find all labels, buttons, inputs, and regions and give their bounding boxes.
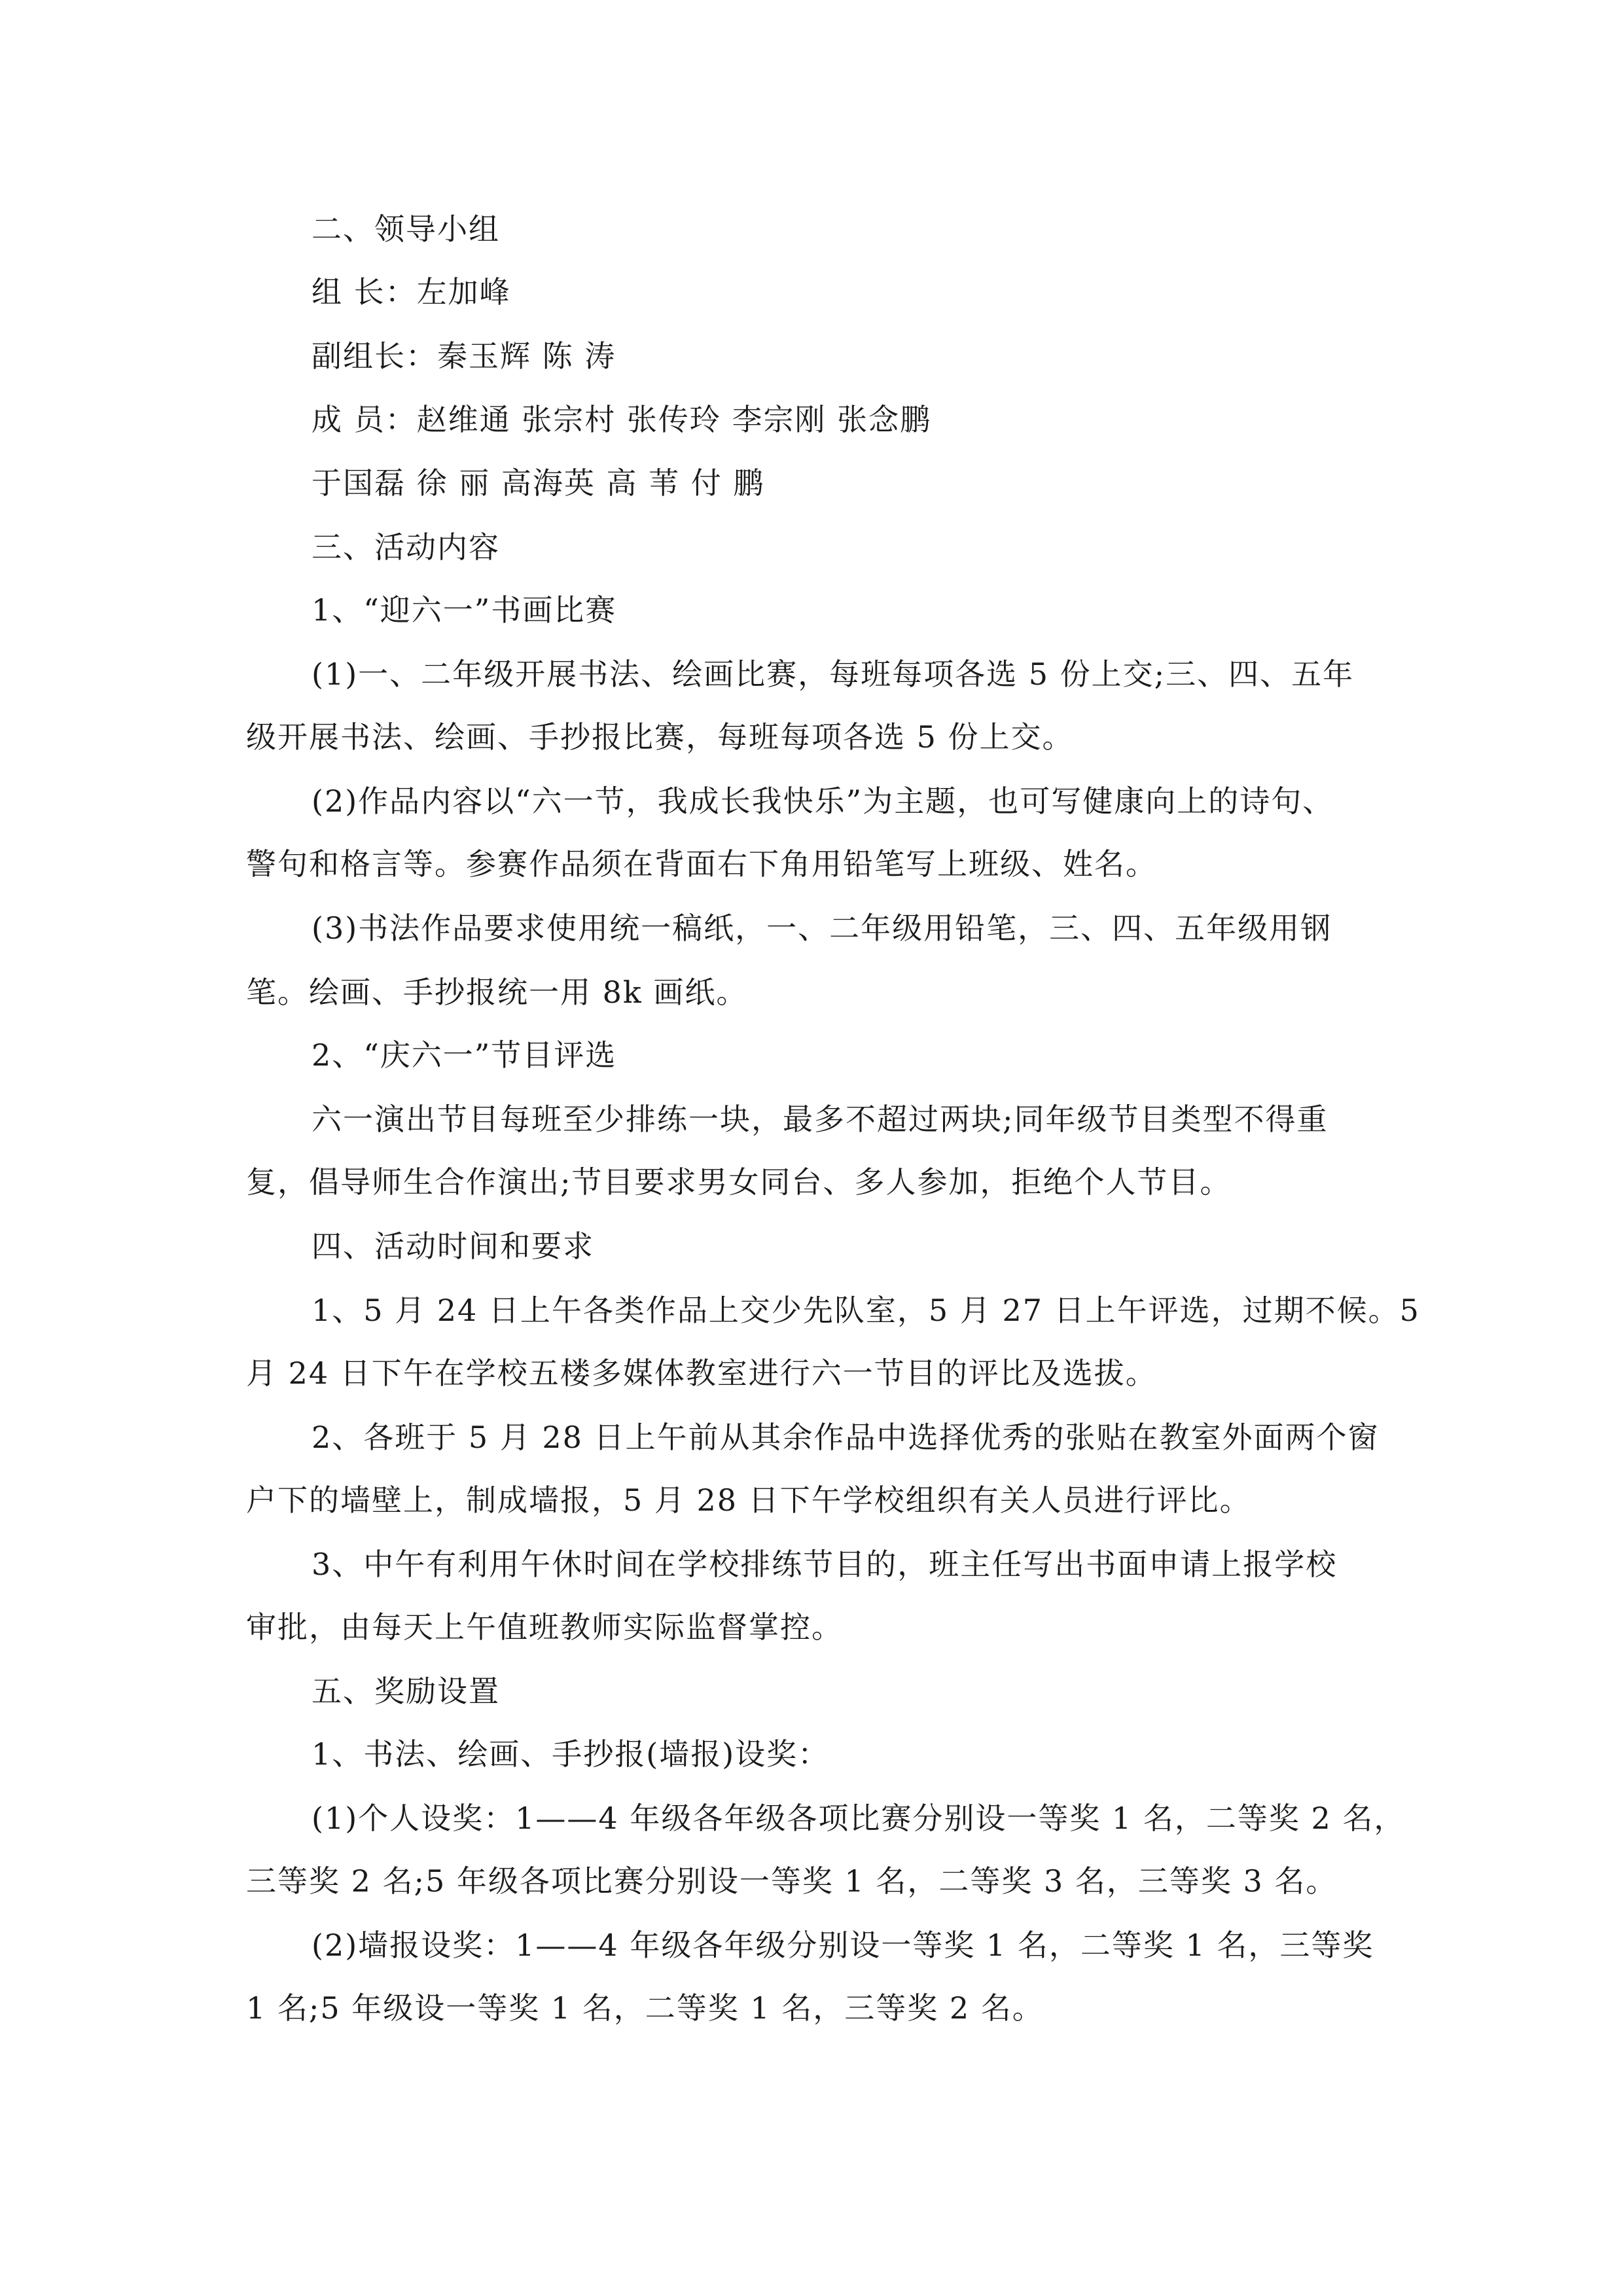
paragraph-line: 级开展书法、绘画、手抄报比赛，每班每项各选 5 份上交。 xyxy=(246,719,1074,755)
paragraph-line: 审批，由每天上午值班教师实际监督掌控。 xyxy=(246,1609,843,1645)
section-heading-awards: 五、奖励设置 xyxy=(312,1674,500,1709)
paragraph-line: 笔。绘画、手抄报统一用 8k 画纸。 xyxy=(246,975,748,1010)
paragraph-line: 2、各班于 5 月 28 日上午前从其余作品中选择优秀的张贴在教室外面两个窗 xyxy=(312,1420,1380,1455)
paragraph-line: 六一演出节目每班至少排练一块，最多不超过两块;同年级节目类型不得重 xyxy=(312,1102,1329,1137)
paragraph-line: (1)个人设奖：1——4 年级各年级各项比赛分别设一等奖 1 名，二等奖 2 名， xyxy=(312,1801,1406,1836)
subheading-program-selection: 2、“庆六一”节目评选 xyxy=(312,1037,617,1073)
text-line-members: 成 员：赵维通 张宗村 张传玲 李宗刚 张念鹏 xyxy=(312,402,932,437)
paragraph-line: (1)一、二年级开展书法、绘画比赛，每班每项各选 5 份上交;三、四、五年 xyxy=(312,656,1355,692)
paragraph-line: 1、5 月 24 日上午各类作品上交少先队室，5 月 27 日上午评选，过期不候。5 xyxy=(312,1293,1420,1328)
paragraph-line: (3)书法作品要求使用统一稿纸，一、二年级用铅笔，三、四、五年级用钢 xyxy=(312,910,1332,946)
paragraph-line: 户下的墙壁上，制成墙报，5 月 28 日下午学校组织有关人员进行评比。 xyxy=(246,1482,1251,1518)
text-line-members-continued: 于国磊 徐 丽 高海英 高 苇 付 鹏 xyxy=(312,465,765,501)
section-heading-leadership: 二、领导小组 xyxy=(312,211,500,247)
subheading-awards-categories: 1、书法、绘画、手抄报(墙报)设奖： xyxy=(312,1736,830,1772)
paragraph-line: 复，倡导师生合作演出;节目要求男女同台、多人参加，拒绝个人节目。 xyxy=(246,1164,1232,1200)
section-heading-schedule: 四、活动时间和要求 xyxy=(312,1229,594,1264)
text-line-deputy-leader: 副组长：秦玉辉 陈 涛 xyxy=(312,338,616,374)
paragraph-line: 月 24 日下午在学校五楼多媒体教室进行六一节目的评比及选拔。 xyxy=(246,1355,1157,1391)
paragraph-line: 三等奖 2 名;5 年级各项比赛分别设一等奖 1 名，二等奖 3 名，三等奖 3 名。 xyxy=(246,1863,1338,1899)
text-line-leader: 组 长：左加峰 xyxy=(312,274,511,310)
section-heading-activities: 三、活动内容 xyxy=(312,529,500,565)
paragraph-line: (2)作品内容以“六一节，我成长我快乐”为主题，也可写健康向上的诗句、 xyxy=(312,783,1334,819)
paragraph-line: (2)墙报设奖：1——4 年级各年级分别设一等奖 1 名，二等奖 1 名，三等奖 xyxy=(312,1928,1374,1963)
subheading-painting-contest: 1、“迎六一”书画比赛 xyxy=(312,592,617,628)
paragraph-line: 3、中午有利用午休时间在学校排练节目的，班主任写出书面申请上报学校 xyxy=(312,1547,1338,1582)
paragraph-line: 警句和格言等。参赛作品须在背面右下角用铅笔写上班级、姓名。 xyxy=(246,846,1157,882)
paragraph-line: 1 名;5 年级设一等奖 1 名，二等奖 1 名，三等奖 2 名。 xyxy=(246,1990,1044,2026)
